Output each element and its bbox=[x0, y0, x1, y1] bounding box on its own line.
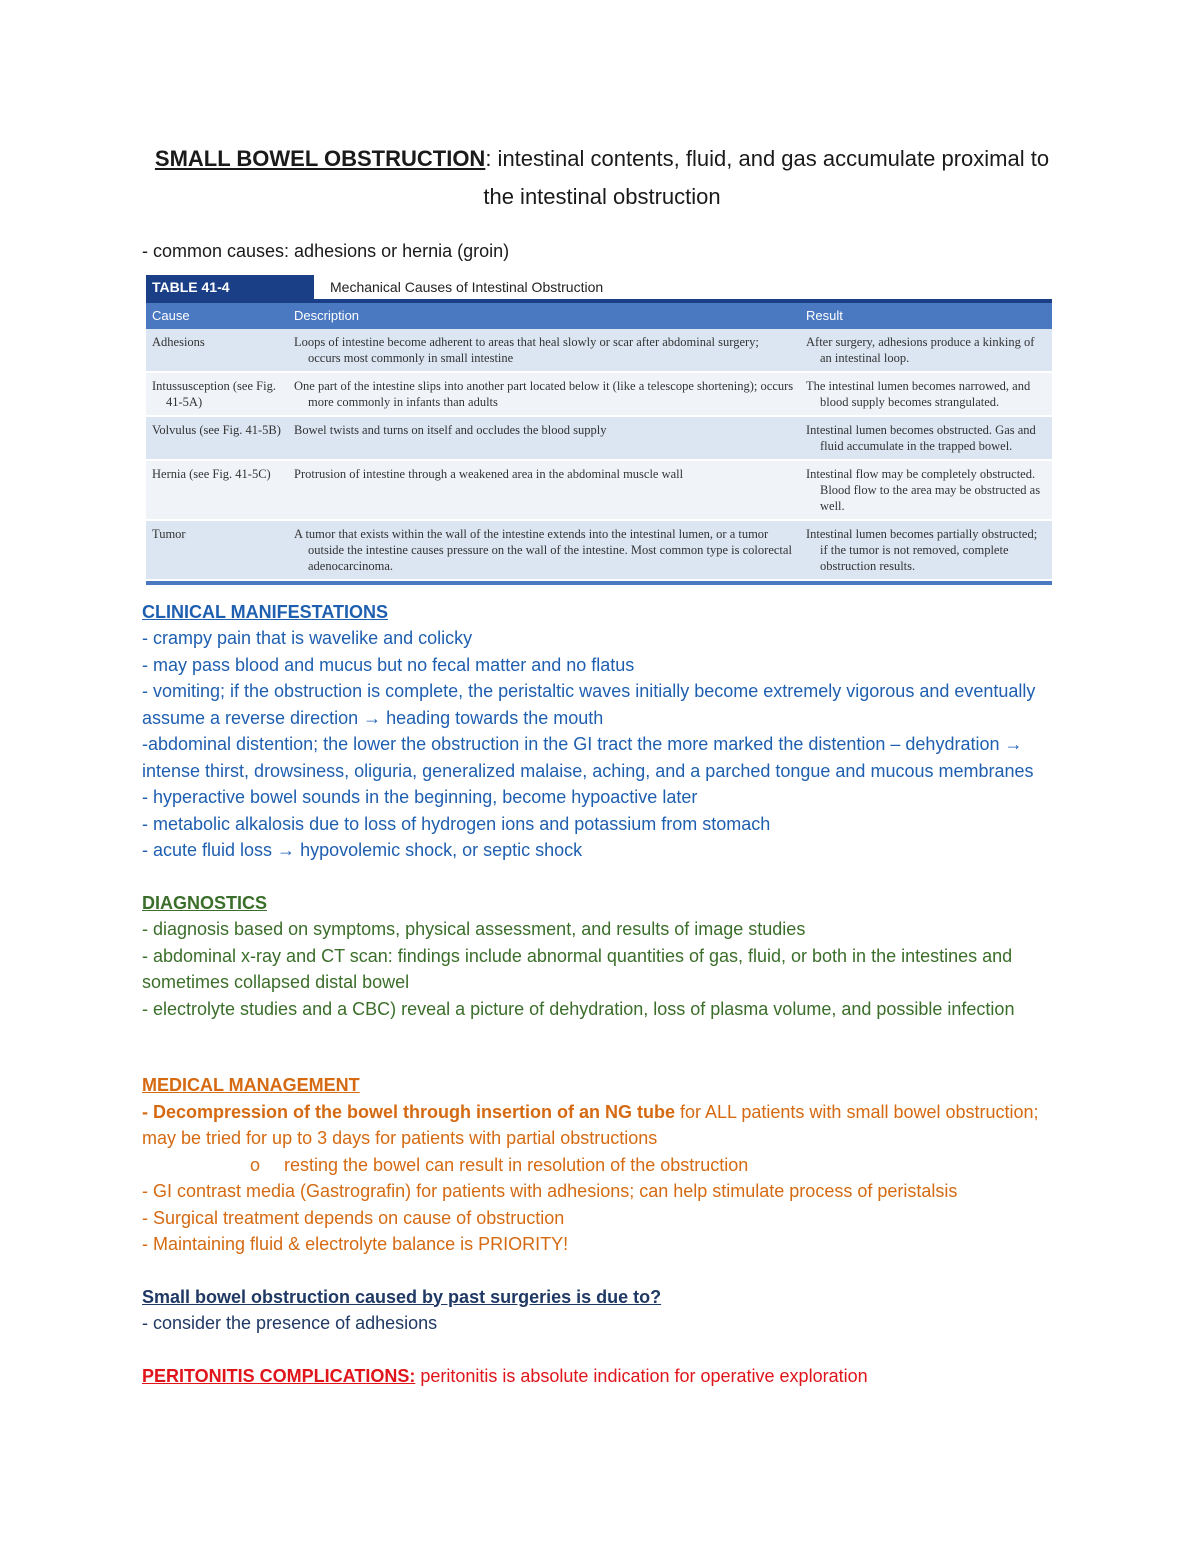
clinical-line: - hyperactive bowel sounds in the beginning, become hypoactive later bbox=[142, 787, 698, 807]
clinical-line: -abdominal distention; the lower the obstruction in the GI tract the more marked the distention – dehydration → intense thirst, drowsiness, oliguria, generalized malaise, aching, and a parched tongue and mucous membranes bbox=[142, 734, 1034, 781]
cell-cause: Volvulus (see Fig. 41-5B) bbox=[152, 422, 281, 437]
cell-description: Loops of intestine become adherent to areas that heal slowly or scar after abdominal surgery; occurs most commonly in small intestine bbox=[294, 334, 759, 365]
title-rest: : intestinal contents, fluid, and gas accumulate proximal to the intestinal obstruction bbox=[483, 146, 1050, 209]
cell-result: Intestinal lumen becomes obstructed. Gas and fluid accumulate in the trapped bowel. bbox=[806, 422, 1036, 453]
sub-bullet-marker: o bbox=[250, 1154, 261, 1175]
table-row bbox=[146, 416, 1052, 460]
cell-result: Intestinal flow may be completely obstructed. Blood flow to the area may be obstructed as well. bbox=[806, 466, 1041, 513]
intro-line: - common causes: adhesions or hernia (groin) bbox=[142, 241, 510, 261]
clinical-line: - metabolic alkalosis due to loss of hydrogen ions and potassium from stomach bbox=[142, 813, 771, 834]
cell-description: One part of the intestine slips into another part located below it (like a telescope shortening); occurs more commonly in infants than adults bbox=[294, 378, 794, 409]
cell-cause: Hernia (see Fig. 41-5C) bbox=[152, 466, 271, 481]
table-header-row bbox=[146, 303, 1052, 329]
spacer bbox=[142, 1258, 1062, 1284]
cell-cause: Intussusception (see Fig. 41-5A) bbox=[152, 378, 276, 409]
cell-description: Protrusion of intestine through a weakened area in the abdominal muscle wall bbox=[294, 466, 684, 481]
peritonitis-heading: PERITONITIS COMPLICATIONS: bbox=[142, 1365, 416, 1386]
spacer bbox=[142, 1022, 1062, 1072]
medical-management-section bbox=[142, 1072, 1062, 1258]
peritonitis-text: peritonitis is absolute indication for operative exploration bbox=[415, 1365, 868, 1386]
spacer bbox=[142, 864, 1062, 890]
question-answer: - consider the presence of adhesions bbox=[142, 1313, 438, 1333]
diagnostics-section bbox=[142, 890, 1062, 1023]
table-header-band bbox=[146, 275, 1052, 299]
cell-description: Bowel twists and turns on itself and occludes the blood supply bbox=[294, 422, 607, 437]
document-page bbox=[142, 140, 1062, 1389]
col-header-cause: Cause bbox=[146, 303, 288, 329]
question-heading: Small bowel obstruction caused by past surgeries is due to? bbox=[142, 1286, 662, 1307]
peritonitis-line bbox=[142, 1363, 1062, 1390]
causes-table-figure bbox=[146, 275, 1052, 585]
sub-item-text: resting the bowel can result in resolution of the obstruction bbox=[284, 1154, 749, 1175]
medical-line: - Maintaining fluid & electrolyte balance is PRIORITY! bbox=[142, 1234, 569, 1254]
medical-first-bold: - Decompression of the bowel through insertion of an NG tube bbox=[142, 1101, 676, 1122]
clinical-line: - acute fluid loss → hypovolemic shock, or septic shock bbox=[142, 840, 583, 860]
question-section bbox=[142, 1284, 1062, 1337]
clinical-line: - crampy pain that is wavelike and colicky bbox=[142, 628, 473, 648]
clinical-manifestations-section bbox=[142, 599, 1062, 864]
table-row bbox=[146, 520, 1052, 580]
cell-result: Intestinal lumen becomes partially obstructed; if the tumor is not removed, complete obstruction results. bbox=[806, 526, 1038, 573]
diagnostics-heading: DIAGNOSTICS bbox=[142, 892, 268, 913]
medical-line: - GI contrast media (Gastrografin) for patients with adhesions; can help stimulate process of peristalsis bbox=[142, 1181, 958, 1201]
diagnostics-line: - electrolyte studies and a CBC) reveal a picture of dehydration, loss of plasma volume, and possible infection bbox=[142, 998, 1015, 1019]
cell-result: After surgery, adhesions produce a kinking of an intestinal loop. bbox=[806, 334, 1035, 365]
peritonitis-section bbox=[142, 1363, 1062, 1390]
page-title bbox=[142, 140, 1062, 216]
clinical-heading: CLINICAL MANIFESTATIONS bbox=[142, 601, 388, 622]
table-row bbox=[146, 329, 1052, 372]
diagnostics-line: - diagnosis based on symptoms, physical assessment, and results of image studies bbox=[142, 919, 806, 939]
cell-cause: Adhesions bbox=[152, 334, 205, 349]
title-strong: SMALL BOWEL OBSTRUCTION bbox=[154, 146, 486, 171]
cell-description: A tumor that exists within the wall of the intestine extends into the intestinal lumen, or a tumor outside the intestine causes pressure on the wall of the intestine. Most common type is colorectal adenocarcinoma. bbox=[294, 526, 792, 573]
col-header-description: Description bbox=[288, 303, 800, 329]
cell-cause: Tumor bbox=[152, 526, 186, 541]
clinical-line: - vomiting; if the obstruction is complete, the peristaltic waves initially become extremely vigorous and eventually assume a reverse direction → heading towards the mouth bbox=[142, 681, 1036, 728]
medical-sub-item bbox=[142, 1152, 1062, 1179]
table-number: TABLE 41-4 bbox=[146, 275, 314, 299]
medical-first-rest: for ALL patients with small bowel obstruction; may be tried for up to 3 days for patients with partial obstructions bbox=[142, 1101, 1039, 1148]
cell-result: The intestinal lumen becomes narrowed, and blood supply becomes strangulated. bbox=[806, 378, 1031, 409]
spacer bbox=[142, 1337, 1062, 1363]
clinical-line: - may pass blood and mucus but no fecal matter and no flatus bbox=[142, 654, 635, 675]
table-bottom-rule bbox=[146, 581, 1052, 585]
table-caption: Mechanical Causes of Intestinal Obstruction bbox=[330, 278, 604, 295]
medical-line-ng-tube bbox=[142, 1099, 1062, 1152]
medical-line: - Surgical treatment depends on cause of obstruction bbox=[142, 1207, 565, 1228]
col-header-result: Result bbox=[800, 303, 1052, 329]
table-row bbox=[146, 460, 1052, 520]
causes-table bbox=[146, 303, 1052, 581]
diagnostics-line: - abdominal x-ray and CT scan: findings include abnormal quantities of gas, fluid, or both in the intestines and sometimes collapsed distal bowel bbox=[142, 945, 1013, 992]
medical-heading: MEDICAL MANAGEMENT bbox=[142, 1075, 360, 1095]
table-row bbox=[146, 372, 1052, 416]
